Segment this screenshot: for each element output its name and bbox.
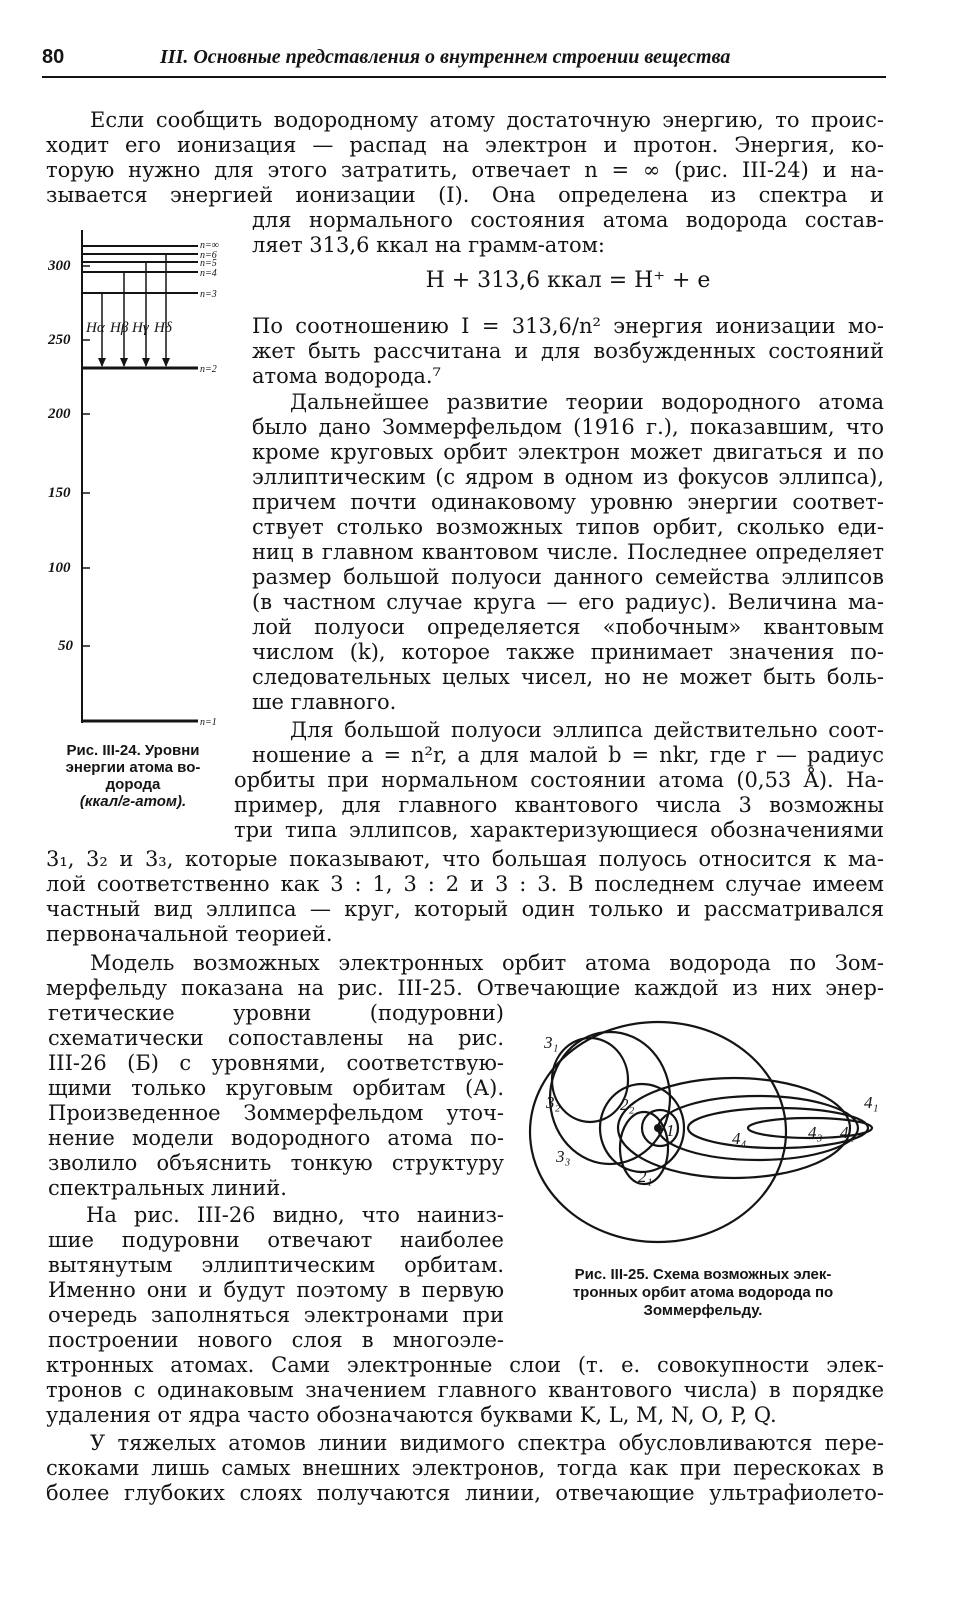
text-line: очередь заполняться электронами при	[48, 1303, 504, 1327]
text-line: жет быть рассчитана и для возбужденных состояний	[252, 339, 884, 363]
text-line: Если сообщить водородному атому достаточную энергию, то проис-	[90, 108, 884, 132]
energy-level-diagram	[20, 218, 250, 738]
level-label: n=∞	[200, 240, 219, 251]
text-line: схематически сопоставлены на рис.	[48, 1026, 504, 1050]
level-label: n=2	[200, 364, 217, 375]
text-line: атома водорода.⁷	[252, 364, 441, 388]
text-line: ниц в главном квантовом числе. Последнее определяет	[252, 540, 884, 564]
orbit-label: 3₃	[556, 1147, 571, 1166]
text-line: пример, для главного квантового числа 3 возможны	[234, 793, 884, 817]
text-line: причем почти одинаковому уровню энергии соответ-	[252, 490, 884, 514]
caption-line: тронных орбит атома водорода по	[572, 1284, 834, 1301]
orbit-label: 4₄	[732, 1129, 747, 1148]
caption-line: (ккал/г-атом).	[79, 793, 187, 810]
page-number: 80	[42, 46, 65, 68]
text-line: орбиты при нормальном состоянии атома (0,53 Å). На-	[234, 768, 884, 792]
text-line: ктронных атомах. Сами электронные слои (т. е. совокупности элек-	[46, 1353, 884, 1377]
text-line: По соотношению I = 313,6/n² энергия ионизации мо-	[252, 314, 884, 338]
line-label: Hγ	[132, 320, 149, 336]
nucleus	[654, 1124, 662, 1132]
text-line: зывается энергией ионизации (I). Она определена из спектра и	[46, 183, 884, 207]
caption-line: Рис. III-24. Уровни	[66, 742, 200, 759]
figure-24-caption	[30, 742, 236, 810]
caption-line: Зоммерфельду.	[643, 1302, 763, 1319]
text-line: частный вид эллипса — круг, который один только и рассматривался	[46, 897, 884, 921]
axis-label: 250	[48, 332, 71, 348]
caption-line: Рис. III-25. Схема возможных элек-	[574, 1266, 832, 1283]
text-line: первоначальной теорией.	[46, 922, 333, 946]
text-line: следовательных целых чисел, но не может быть боль-	[252, 665, 884, 689]
text-line: III-26 (Б) с уровнями, соответствую-	[48, 1051, 504, 1075]
orbit-label: 1	[666, 1121, 675, 1140]
line-label: Hδ	[154, 320, 172, 336]
text-line: нение модели водородного атома по-	[48, 1126, 504, 1150]
caption-line: дорода	[105, 776, 161, 793]
text-line: ходит его ионизация — распад на электрон и протон. Энергия, ко-	[46, 133, 884, 157]
text-line: (в частном случае круга — его радиус). Величина ма-	[252, 590, 884, 614]
line-label: Hα	[86, 320, 105, 336]
text-line: числом (k), которое также принимает значения по-	[252, 640, 884, 664]
text-line: удаления от ядра часто обозначаются буквами K, L, M, N, O, P, Q.	[46, 1403, 777, 1427]
text-line: щими только круговым орбитам (А).	[48, 1076, 504, 1100]
text-line: три типа эллипсов, характеризующиеся обозначениями	[234, 818, 884, 842]
text-line: 3₁, 3₂ и 3₃, которые показывают, что большая полуось относится к ма-	[46, 847, 884, 871]
text-line: У тяжелых атомов линии видимого спектра обусловливаются пере-	[90, 1431, 884, 1455]
text-line: Именно они и будут поэтому в первую	[48, 1278, 504, 1302]
orbit-label: 3₁	[544, 1033, 559, 1052]
text-line: ствует столько возможных типов орбит, сколько еди-	[252, 515, 884, 539]
axis-label: 50	[58, 638, 73, 654]
text-line: ляет 313,6 ккал на грамм-атом:	[252, 233, 606, 257]
text-line: вытянутым эллиптическим орбитам.	[48, 1253, 504, 1277]
text-line: шие подуровни отвечают наиболее	[48, 1228, 504, 1252]
text-line: размер большой полуоси данного семейства эллипсов	[252, 565, 884, 589]
header-rule	[42, 76, 886, 78]
axis-label: 100	[48, 560, 71, 576]
text-line: построении нового слоя в многоэле-	[48, 1328, 504, 1352]
orbit-diagram	[520, 1010, 890, 1260]
orbit-label: 2₂	[620, 1095, 635, 1114]
axis-label: 300	[48, 258, 71, 274]
level-label: n=5	[200, 258, 217, 269]
text-line: торую нужно для этого затратить, отвечает n = ∞ (рис. III-24) и на-	[46, 158, 884, 182]
text-line: Для большой полуоси эллипса действительно соот-	[290, 718, 884, 742]
text-line: скоками лишь самых внешних электронов, тогда как при перескоках в	[46, 1456, 884, 1480]
text-line: спектральных линий.	[48, 1176, 287, 1200]
running-title: III. Основные представления о внутреннем строении вещества	[160, 46, 731, 68]
text-line: эллиптическим (с ядром в одном из фокусов эллипса),	[252, 465, 884, 489]
text-line: лой полуоси определяется «побочным» квантовым	[252, 615, 884, 639]
text-line: лой соответственно как 3 : 1, 3 : 2 и 3 : 3. В последнем случае имеем	[46, 872, 884, 896]
caption-line: энергии атома во-	[65, 759, 201, 776]
text-line: более глубоких слоях получаются линии, отвечающие ультрафиолето-	[46, 1481, 884, 1505]
text-line: кроме круговых орбит электрон может двигаться и по	[252, 440, 884, 464]
orbit-label: 2₁	[638, 1167, 653, 1186]
orbit-3-1	[552, 1038, 628, 1122]
figure-25-caption	[518, 1266, 888, 1320]
level-label: n=3	[200, 289, 217, 300]
level-label: n=6	[200, 250, 217, 261]
orbit-label: 4₂	[840, 1123, 855, 1142]
axis-label: 150	[48, 485, 71, 501]
text-line: зволило объяснить тонкую структуру	[48, 1151, 504, 1175]
text-line: было дано Зоммерфельдом (1916 г.), показавшим, что	[252, 415, 884, 439]
orbit-label: 4₁	[864, 1093, 879, 1112]
text-line: Модель возможных электронных орбит атома водорода по Зом-	[90, 951, 884, 975]
equation: H + 313,6 ккал = H⁺ + e	[425, 268, 711, 293]
text-line: На рис. III-26 видно, что наиниз-	[86, 1203, 504, 1227]
text-line: ше главного.	[252, 690, 397, 714]
line-label: Hβ	[110, 320, 129, 336]
text-line: тронов с одинаковым значением главного квантового числа) в порядке	[46, 1378, 884, 1402]
orbit-label: 4₃	[808, 1123, 823, 1142]
level-label: n=4	[200, 268, 217, 279]
orbit-label: 3₂	[546, 1093, 561, 1112]
level-label: n=1	[200, 717, 217, 728]
text-line: Произведенное Зоммерфельдом уточ-	[48, 1101, 504, 1125]
text-line: Дальнейшее развитие теории водородного атома	[290, 390, 884, 414]
text-line: ношение a = n²r, а для малой b = nkr, где r — радиус	[252, 743, 884, 767]
axis-label: 200	[48, 406, 71, 422]
text-line: мерфельду показана на рис. III-25. Отвечающие каждой из них энер-	[46, 976, 884, 1000]
text-line: гетические уровни (подуровни)	[48, 1001, 504, 1025]
text-line: для нормального состояния атома водорода состав-	[252, 208, 884, 232]
